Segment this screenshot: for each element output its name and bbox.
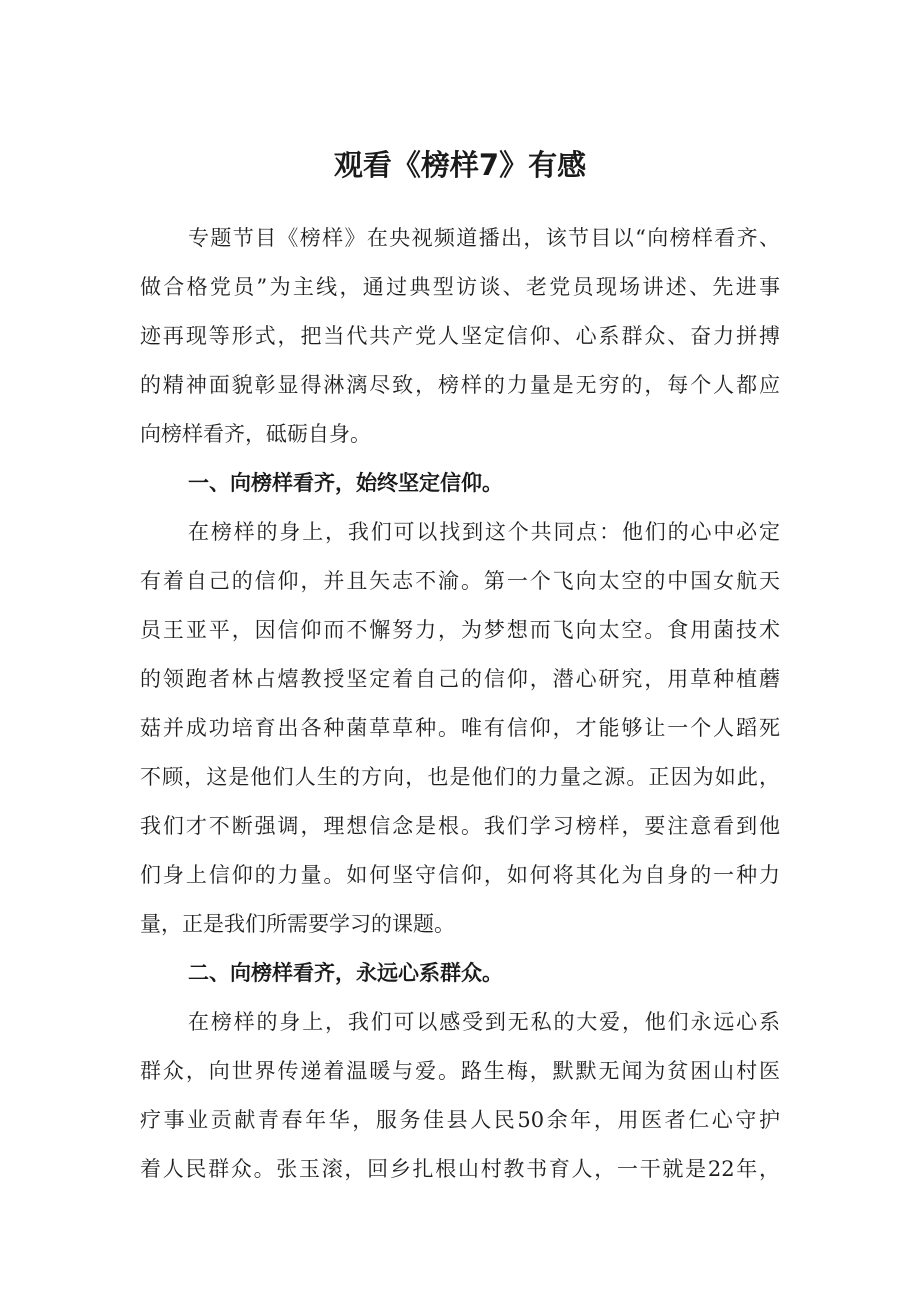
document-title: 观看《榜样7》有感 (333, 148, 587, 182)
paragraph-3-line-4: 着人民群众。张玉滚，回乡扎根山村教书育人，一干就是22年， (140, 1157, 780, 1181)
paragraph-2-line-6: 不顾，这是他们人生的方向，也是他们的力量之源。正因为如此， (140, 765, 780, 789)
paragraph-2-line-3: 员王亚平，因信仰而不懈努力，为梦想而飞向太空。食用菌技术 (140, 618, 780, 642)
section-heading-2: 二、向榜样看齐，永远心系群众。 (188, 961, 503, 985)
paragraph-1-line-1: 专题节目《榜样》在央视频道播出，该节目以“向榜样看齐、 (188, 226, 780, 250)
paragraph-3-line-1: 在榜样的身上，我们可以感受到无私的大爱，他们永远心系 (188, 1010, 780, 1034)
paragraph-3-line-3: 疗事业贡献青春年华，服务佳县人民50余年，用医者仁心守护 (140, 1108, 780, 1132)
paragraph-2-line-7: 我们才不断强调，理想信念是根。我们学习榜样，要注意看到他 (140, 814, 780, 838)
paragraph-2-line-1: 在榜样的身上，我们可以找到这个共同点：他们的心中必定 (188, 520, 780, 544)
paragraph-2-line-9: 量，正是我们所需要学习的课题。 (140, 912, 455, 936)
paragraph-3-line-2: 群众，向世界传递着温暖与爱。路生梅，默默无闻为贫困山村医 (140, 1059, 780, 1083)
paragraph-1-line-5: 向榜样看齐，砥砺自身。 (140, 422, 371, 446)
paragraph-1-line-2: 做合格党员”为主线，通过典型访谈、老党员现场讲述、先进事 (140, 275, 780, 299)
section-heading-1: 一、向榜样看齐，始终坚定信仰。 (188, 471, 503, 495)
paragraph-2-line-2: 有着自己的信仰，并且矢志不渝。第一个飞向太空的中国女航天 (140, 569, 780, 593)
paragraph-1-line-4: 的精神面貌彰显得淋漓尽致，榜样的力量是无穷的，每个人都应 (140, 373, 780, 397)
paragraph-1-line-3: 迹再现等形式，把当代共产党人坚定信仰、心系群众、奋力拼搏 (140, 324, 780, 348)
paragraph-2-line-5: 菇并成功培育出各种菌草草种。唯有信仰，才能够让一个人蹈死 (140, 716, 780, 740)
paragraph-2-line-8: 们身上信仰的力量。如何坚守信仰，如何将其化为自身的一种力 (140, 863, 780, 887)
paragraph-2-line-4: 的领跑者林占熺教授坚定着自己的信仰，潜心研究，用草种植蘑 (140, 667, 780, 691)
